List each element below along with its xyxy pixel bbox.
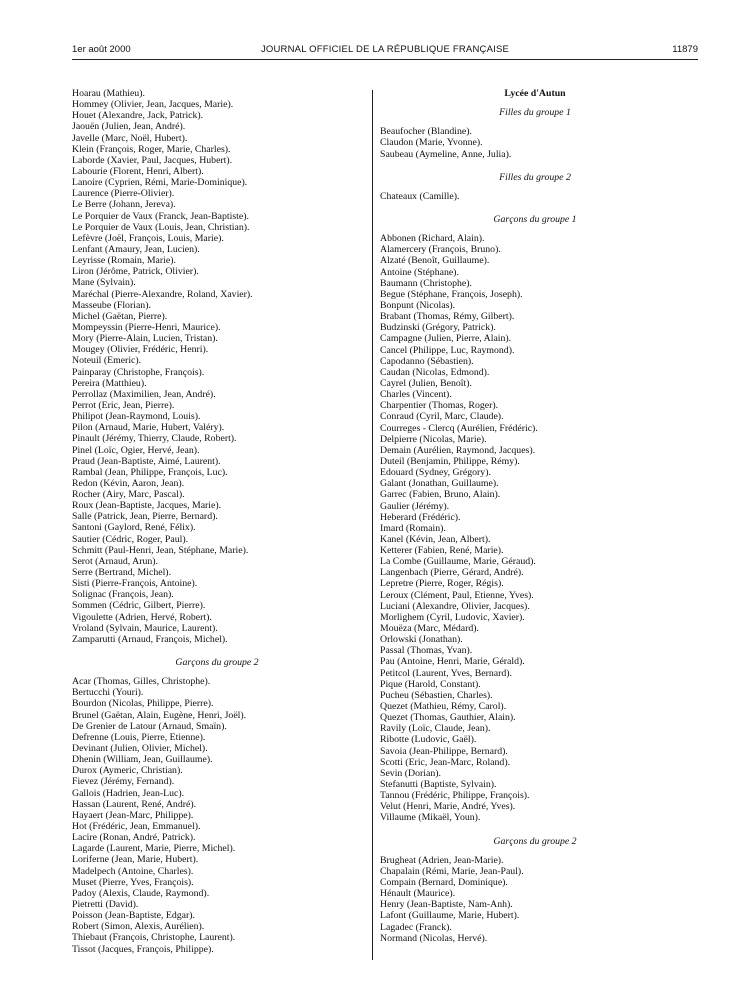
list-item: Garrec (Fabien, Bruno, Alain). bbox=[380, 489, 501, 501]
list-item: Zamparutti (Arnaud, François, Michel). bbox=[72, 633, 228, 645]
list-item: Delpierre (Nicolas, Marie). bbox=[380, 433, 487, 445]
list-item: Chateaux (Camille). bbox=[380, 190, 460, 202]
group-title: Garçons du groupe 2 bbox=[175, 657, 259, 669]
list-item: Houet (Alexandre, Jack, Patrick). bbox=[72, 110, 204, 122]
group-title: Garçons du groupe 1 bbox=[493, 213, 577, 225]
list-item: Mompeyssin (Pierre-Henri, Maurice). bbox=[72, 321, 221, 333]
list-item: Charles (Vincent). bbox=[380, 389, 452, 401]
list-item: Defrenne (Louis, Pierre, Etienne). bbox=[72, 731, 206, 743]
list-item: Le Berre (Johann, Jereva). bbox=[72, 199, 176, 211]
list-item: De Grenier de Latour (Arnaud, Smaïn). bbox=[72, 720, 227, 732]
list-item: Loriferne (Jean, Marie, Hubert). bbox=[72, 854, 199, 866]
header-date: 1er août 2000 bbox=[72, 44, 131, 55]
list-item: Lacire (Ronan, André, Patrick). bbox=[72, 832, 196, 844]
list-item: Acar (Thomas, Gilles, Christophe). bbox=[72, 676, 211, 688]
list-item: Pilon (Arnaud, Marie, Hubert, Valéry). bbox=[72, 422, 225, 434]
list-item: Kanel (Kévin, Jean, Albert). bbox=[380, 533, 491, 545]
list-item: Savoia (Jean-Philippe, Bernard). bbox=[380, 745, 508, 757]
list-item: Liron (Jérôme, Patrick, Olivier). bbox=[72, 266, 199, 278]
header-page-number: 11879 bbox=[672, 44, 698, 55]
list-item: Laurence (Pierre-Olivier). bbox=[72, 188, 175, 200]
list-item: Imard (Romain). bbox=[380, 522, 446, 534]
list-item: Beaufocher (Blandine). bbox=[380, 126, 472, 138]
list-item: Charpentier (Thomas, Roger). bbox=[380, 400, 499, 412]
list-item: Sautier (Cédric, Roger, Paul). bbox=[72, 533, 189, 545]
list-item: Lenfant (Amaury, Jean, Lucien). bbox=[72, 243, 200, 255]
section-title: Lycée d'Autun bbox=[504, 88, 566, 99]
list-item: Painparay (Christophe, François). bbox=[72, 366, 205, 378]
list-item: Devinant (Julien, Olivier, Michel). bbox=[72, 743, 208, 755]
list-item: Villaume (Mikaël, Youn). bbox=[380, 812, 481, 824]
list-item: Scotti (Eric, Jean-Marc, Roland). bbox=[380, 756, 511, 768]
group-title: Garçons du groupe 2 bbox=[493, 835, 577, 847]
list-item: Demain (Aurélien, Raymond, Jacques). bbox=[380, 444, 536, 456]
list-item: Lepretre (Pierre, Roger, Régis). bbox=[380, 578, 504, 590]
list-item: Brabant (Thomas, Rémy, Gilbert). bbox=[380, 311, 515, 323]
list-item: Mouëza (Marc, Médard). bbox=[380, 623, 480, 635]
list-item: Baumann (Christophe). bbox=[380, 277, 472, 289]
list-item: Laborde (Xavier, Paul, Jacques, Hubert). bbox=[72, 154, 233, 166]
list-item: Lanoire (Cyprien, Rémi, Marie-Dominique). bbox=[72, 177, 248, 189]
list-item: Javelle (Marc, Noël, Hubert). bbox=[72, 132, 188, 144]
list-item: Rambal (Jean, Philippe, François, Luc). bbox=[72, 466, 228, 478]
list-item: Ravily (Loïc, Claude, Jean). bbox=[380, 723, 491, 735]
list-item: Roux (Jean-Baptiste, Jacques, Marie). bbox=[72, 500, 222, 512]
list-item: Philipot (Jean-Raymond, Louis). bbox=[72, 411, 201, 423]
list-item: Pereira (Matthieu). bbox=[72, 377, 147, 389]
list-item: Madelpech (Antoine, Charles). bbox=[72, 865, 194, 877]
list-item: Campagne (Julien, Pierre, Alain). bbox=[380, 333, 512, 345]
list-item: Bertucchi (Youri). bbox=[72, 687, 144, 699]
list-item: Caudan (Nicolas, Edmond). bbox=[380, 366, 490, 378]
list-item: Sommen (Cédric, Gilbert, Pierre). bbox=[72, 600, 206, 612]
list-item: Mougey (Olivier, Frédéric, Henri). bbox=[72, 344, 209, 356]
list-item: Abbonen (Richard, Alain). bbox=[380, 233, 485, 245]
list-item: Le Porquier de Vaux (Louis, Jean, Christian). bbox=[72, 221, 250, 233]
list-item: Passal (Thomas, Yvan). bbox=[380, 645, 473, 657]
list-item: Pau (Antoine, Henri, Marie, Gérald). bbox=[380, 656, 525, 668]
list-item: Brunel (Gaëtan, Alain, Eugène, Henri, Joël). bbox=[72, 709, 247, 721]
list-item: Leroux (Clément, Paul, Etienne, Yves). bbox=[380, 589, 534, 601]
list-item: Praud (Jean-Baptiste, Aimé, Laurent). bbox=[72, 455, 221, 467]
right-column bbox=[380, 88, 690, 944]
list-item: Maréchal (Pierre-Alexandre, Roland, Xavier). bbox=[72, 288, 253, 300]
list-item: Lagadec (Franck). bbox=[380, 921, 452, 933]
list-item: Pinault (Jérémy, Thierry, Claude, Robert). bbox=[72, 433, 237, 445]
list-item: Ketterer (Fabien, René, Marie). bbox=[380, 545, 504, 557]
list-item: Pique (Harold, Constant). bbox=[380, 678, 481, 690]
list-item: Cancel (Philippe, Luc, Raymond). bbox=[380, 344, 515, 356]
list-item: Courreges - Clercq (Aurélien, Frédéric). bbox=[380, 422, 538, 434]
list-item: Schmitt (Paul-Henri, Jean, Stéphane, Marie). bbox=[72, 544, 249, 556]
list-item: Pietretti (David). bbox=[72, 898, 139, 910]
list-item: Alamercery (François, Bruno). bbox=[380, 244, 501, 256]
column-divider bbox=[372, 90, 373, 960]
list-item: Solignac (François, Jean). bbox=[72, 589, 174, 601]
list-item: Normand (Nicolas, Hervé). bbox=[380, 932, 488, 944]
list-item: Galant (Jonathan, Guillaume). bbox=[380, 478, 499, 490]
list-item: Jaouën (Julien, Jean, André). bbox=[72, 121, 186, 133]
list-item: Gaulier (Jérémy). bbox=[380, 500, 450, 512]
list-item: Budzinski (Grégory, Patrick). bbox=[380, 322, 496, 334]
list-item: Hénault (Maurice). bbox=[380, 888, 456, 900]
list-item: Hayaert (Jean-Marc, Philippe). bbox=[72, 809, 194, 821]
page-header bbox=[72, 44, 698, 58]
list-item: Mory (Pierre-Alain, Lucien, Tristan). bbox=[72, 333, 218, 345]
list-item: Brugheat (Adrien, Jean-Marie). bbox=[380, 854, 504, 866]
list-item: Conraud (Cyril, Marc, Claude). bbox=[380, 411, 504, 423]
list-item: Begue (Stéphane, François, Joseph). bbox=[380, 288, 523, 300]
list-item: Heberard (Frédéric). bbox=[380, 511, 461, 523]
list-item: Hot (Frédéric, Jean, Emmanuel). bbox=[72, 821, 201, 832]
list-item: Bourdon (Nicolas, Philippe, Pierre). bbox=[72, 698, 214, 710]
list-item: Dhenin (William, Jean, Guillaume). bbox=[72, 754, 213, 766]
list-item: Noteuil (Emeric). bbox=[72, 355, 142, 367]
list-item: Thiebaut (François, Christophe, Laurent). bbox=[72, 932, 236, 944]
list-item: Tannou (Frédéric, Philippe, François). bbox=[380, 790, 530, 802]
list-item: Salle (Patrick, Jean, Pierre, Bernard). bbox=[72, 511, 218, 523]
header-rule bbox=[72, 59, 698, 60]
list-item: Saubeau (Aymeline, Anne, Julia). bbox=[380, 148, 512, 160]
list-item: Tissot (Jacques, François, Philippe). bbox=[72, 943, 214, 955]
list-item: Vigoulette (Adrien, Hervé, Robert). bbox=[72, 611, 212, 623]
list-item: Sisti (Pierre-François, Antoine). bbox=[72, 578, 198, 590]
list-item: Hommey (Olivier, Jean, Jacques, Marie). bbox=[72, 99, 234, 111]
list-item: Compain (Bernard, Dominique). bbox=[380, 877, 508, 888]
list-item: Durox (Aymeric, Christian). bbox=[72, 765, 183, 777]
list-item: Stefanutti (Baptiste, Sylvain). bbox=[380, 779, 497, 791]
list-item: Ribotte (Ludovic, Gaël). bbox=[380, 734, 477, 746]
list-item: Petitcol (Laurent, Yves, Bernard). bbox=[380, 667, 512, 679]
list-item: Pinel (Loïc, Ogier, Hervé, Jean). bbox=[72, 444, 200, 456]
list-item: Hassan (Laurent, René, André). bbox=[72, 798, 197, 810]
list-item: Labourie (Florent, Henri, Albert). bbox=[72, 165, 204, 177]
list-item: Redon (Kévin, Aaron, Jean). bbox=[72, 477, 185, 489]
list-item: Vroland (Sylvain, Maurice, Laurent). bbox=[72, 622, 218, 634]
header-title: JOURNAL OFFICIEL DE LA RÉPUBLIQUE FRANÇAISE bbox=[260, 44, 510, 55]
list-item: Poisson (Jean-Baptiste, Edgar). bbox=[72, 910, 195, 922]
list-item: Quezet (Thomas, Gauthier, Alain). bbox=[380, 712, 516, 724]
list-item: Alzaté (Benoît, Guillaume). bbox=[380, 255, 490, 267]
list-item: Rocher (Airy, Marc, Pascal). bbox=[72, 489, 185, 501]
list-item: Edouard (Sydney, Grégory). bbox=[380, 467, 491, 479]
list-item: Orlowski (Jonathan). bbox=[380, 634, 463, 646]
list-item: Robert (Simon, Alexis, Aurélien). bbox=[72, 921, 205, 933]
list-item: Lagarde (Laurent, Marie, Pierre, Michel). bbox=[72, 843, 236, 855]
list-item: Fievez (Jérémy, Fernand). bbox=[72, 776, 175, 788]
list-item: Leyrisse (Romain, Marie). bbox=[72, 255, 176, 267]
list-item: Capodanno (Sébastien). bbox=[380, 355, 474, 367]
list-item: Sevin (Dorian). bbox=[380, 767, 441, 779]
list-item: Lefèvre (Joël, François, Louis, Marie). bbox=[72, 232, 224, 244]
list-item: Pucheu (Sébastien, Charles). bbox=[380, 689, 493, 701]
list-item: Gallois (Hadrien, Jean-Luc). bbox=[72, 787, 185, 799]
list-item: Henry (Jean-Baptiste, Nam-Anh). bbox=[380, 899, 513, 911]
group-title: Filles du groupe 2 bbox=[499, 171, 571, 183]
list-item: Velut (Henri, Marie, André, Yves). bbox=[380, 801, 516, 813]
list-item: Lafont (Guillaume, Marie, Hubert). bbox=[380, 910, 520, 922]
list-item: Masseube (Florian). bbox=[72, 299, 151, 311]
list-item: Klein (François, Roger, Marie, Charles). bbox=[72, 143, 231, 155]
list-item: Bonpunt (Nicolas). bbox=[380, 299, 456, 311]
list-item: Le Porquier de Vaux (Franck, Jean-Baptiste). bbox=[72, 210, 249, 222]
list-item: Santoni (Gaylord, René, Félix). bbox=[72, 522, 196, 534]
list-item: Antoine (Stéphane). bbox=[380, 266, 459, 278]
left-column bbox=[72, 88, 362, 955]
list-item: Perrot (Eric, Jean, Pierre). bbox=[72, 399, 175, 411]
list-item: Duteil (Benjamin, Philippe, Rémy). bbox=[380, 455, 520, 467]
group-title: Filles du groupe 1 bbox=[499, 107, 571, 119]
list-item: Serot (Arnaud, Arun). bbox=[72, 555, 158, 567]
list-item: La Combe (Guillaume, Marie, Géraud). bbox=[380, 556, 536, 568]
list-item: Chapalain (Rémi, Marie, Jean-Paul). bbox=[380, 865, 524, 877]
list-item: Claudon (Marie, Yvonne). bbox=[380, 137, 483, 149]
list-item: Michel (Gaëtan, Pierre). bbox=[72, 310, 168, 322]
list-item: Serre (Bertrand, Michel). bbox=[72, 567, 172, 579]
list-item: Muset (Pierre, Yves, François). bbox=[72, 876, 194, 888]
list-item: Morlighem (Cyril, Ludovic, Xavier). bbox=[380, 611, 525, 623]
list-item: Langenbach (Pierre, Gérard, André). bbox=[380, 567, 524, 579]
list-item: Cayrel (Julien, Benoît). bbox=[380, 377, 472, 389]
list-item: Hoarau (Mathieu). bbox=[72, 88, 145, 99]
list-item: Padoy (Alexis, Claude, Raymond). bbox=[72, 887, 210, 899]
list-item: Perrollaz (Maximilien, Jean, André). bbox=[72, 388, 216, 400]
list-item: Quezet (Mathieu, Rémy, Carol). bbox=[380, 701, 507, 713]
list-item: Mane (Sylvain). bbox=[72, 277, 136, 289]
list-item: Luciani (Alexandre, Olivier, Jacques). bbox=[380, 600, 530, 612]
